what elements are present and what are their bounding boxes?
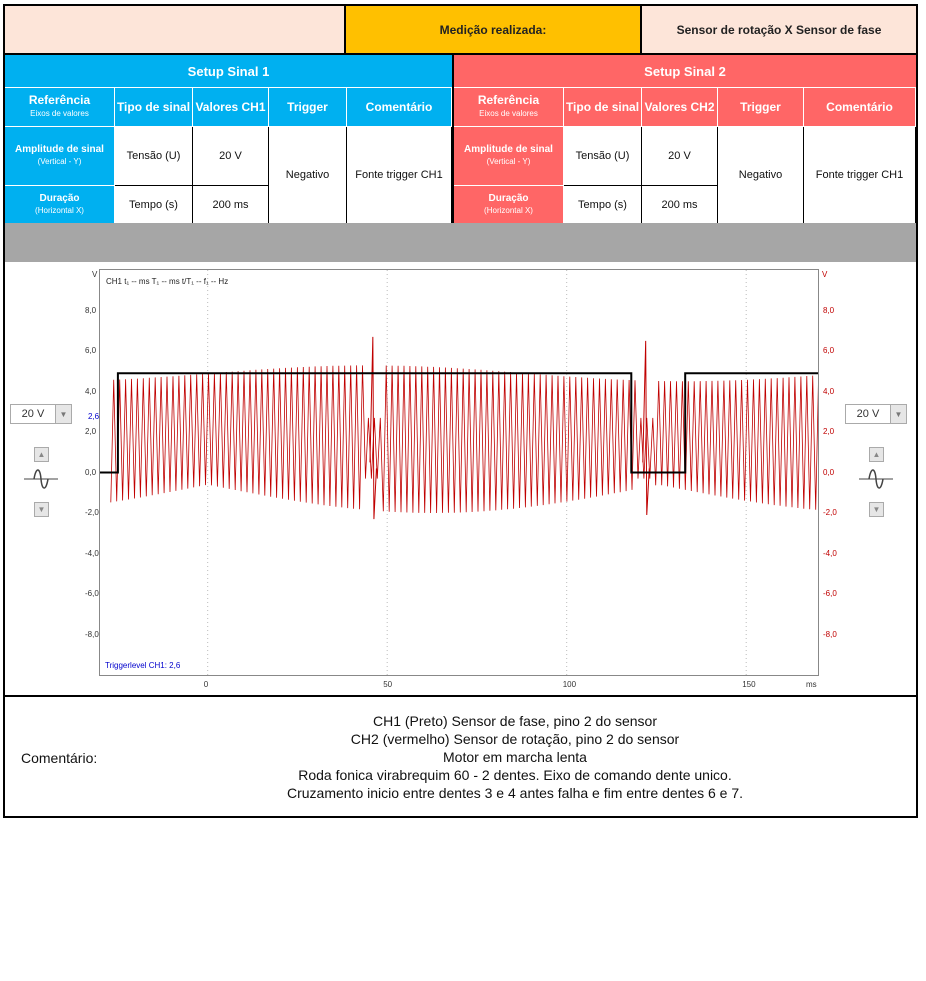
- comment-line: Motor em marcha lenta: [443, 749, 587, 765]
- medicao-label: Medição realizada:: [346, 6, 640, 53]
- x-tick-label: 150: [742, 680, 756, 689]
- trigger-level-tick: 2,6: [88, 412, 100, 421]
- left-axis-unit: V: [92, 270, 98, 279]
- y-tick-label: 2,0: [85, 427, 97, 436]
- y-tick-label: -8,0: [823, 629, 837, 639]
- duracao-valor: 200 ms: [642, 186, 718, 224]
- col-comentario: Comentário: [347, 88, 452, 127]
- arrow-down-icon: ▼: [872, 505, 881, 514]
- row-duracao-title: Duração: [488, 192, 529, 204]
- y-tick-label: -2,0: [85, 508, 99, 517]
- col-referencia-label: Referência: [28, 93, 91, 107]
- setup-2-title: Setup Sinal 2: [454, 55, 916, 87]
- row-duracao-sub: (Horizontal X): [35, 205, 84, 215]
- arrow-up-icon: ▲: [872, 450, 881, 459]
- trigger-level-label: Triggerlevel CH1: 2,6: [105, 661, 181, 670]
- ch1-scroll-up-button[interactable]: [34, 447, 49, 462]
- row-amplitude-sub: (Vertical - Y): [37, 157, 82, 166]
- col-comentario: Comentário: [804, 88, 916, 127]
- row-amplitude-title: Amplitude de sinal: [464, 144, 553, 155]
- y-tick-label: -2,0: [823, 508, 837, 517]
- col-trigger: Trigger: [269, 88, 347, 127]
- amplitude-valor: 20 V: [642, 127, 718, 186]
- comment-section: [5, 697, 916, 816]
- x-axis-unit: ms: [806, 680, 817, 689]
- y-tick-label: 0,0: [823, 467, 835, 477]
- trigger-value: Negativo: [718, 127, 804, 224]
- y-tick-label: -4,0: [85, 548, 99, 558]
- row-duracao-title: Duração: [39, 192, 80, 204]
- sensor-label: Sensor de rotação X Sensor de fase: [640, 6, 916, 53]
- section-band: [5, 223, 916, 262]
- col-valores: Valores CH2: [642, 88, 718, 127]
- ch2-scroll-down-button[interactable]: [869, 502, 884, 517]
- duracao-tipo: Tempo (s): [115, 186, 193, 224]
- row-duracao-sub: (Horizontal X): [484, 205, 533, 215]
- oscilloscope-panel: [5, 262, 916, 695]
- col-referencia: [5, 88, 115, 127]
- scope-waveform-svg: [100, 270, 818, 675]
- duracao-tipo: Tempo (s): [564, 186, 642, 224]
- setup-signal-1: [5, 55, 452, 224]
- col-referencia-sub: Eixos de valores: [479, 109, 538, 118]
- report-frame: [3, 4, 918, 818]
- y-tick-label: 6,0: [823, 346, 835, 355]
- y-tick-label: -4,0: [823, 548, 837, 558]
- y-tick-label: 4,0: [823, 386, 835, 396]
- ch2-gap-spike: [370, 337, 376, 519]
- setup-signal-2: [454, 55, 916, 224]
- y-tick-label: -6,0: [823, 589, 837, 598]
- y-tick-label: 4,0: [85, 386, 97, 396]
- ch2-range-value: 20 V: [856, 408, 880, 420]
- col-valores: Valores CH1: [193, 88, 269, 127]
- duracao-valor: 200 ms: [193, 186, 269, 224]
- row-amplitude-title: Amplitude de sinal: [15, 144, 104, 155]
- measurement-header: [5, 6, 916, 53]
- ch1-range-value: 20 V: [21, 408, 45, 420]
- arrow-up-icon: ▲: [37, 450, 46, 459]
- x-tick-label: 100: [562, 680, 577, 689]
- y-tick-label: 8,0: [823, 305, 835, 315]
- col-referencia-label: Referência: [477, 93, 540, 107]
- arrow-down-icon: ▼: [37, 505, 46, 514]
- comment-line: CH2 (vermelho) Sensor de rotação, pino 2 do sensor: [350, 731, 680, 747]
- y-tick-label: 8,0: [85, 305, 97, 315]
- comment-line: Cruzamento inicio entre dentes 3 e 4 antes falha e fim entre dentes 6 e 7.: [286, 785, 744, 801]
- amplitude-tipo: Tensão (U): [115, 127, 193, 186]
- comment-line: CH1 (Preto) Sensor de fase, pino 2 do sensor: [372, 713, 658, 729]
- chevron-down-icon[interactable]: ▼: [55, 405, 71, 423]
- x-tick-label: 50: [383, 680, 393, 689]
- col-tipo: Tipo de sinal: [564, 88, 642, 127]
- comment-line: Roda fonica virabrequim 60 - 2 dentes. Eixo de comando dente unico.: [298, 767, 732, 783]
- col-trigger: Trigger: [718, 88, 804, 127]
- comentario-value: Fonte trigger CH1: [804, 127, 916, 224]
- ch1-scroll-down-button[interactable]: [34, 502, 49, 517]
- ch2-range-select[interactable]: [845, 404, 907, 424]
- comment-text: [225, 712, 805, 802]
- y-tick-label: -6,0: [85, 589, 99, 598]
- scope-plot-area[interactable]: [99, 269, 819, 676]
- col-referencia-sub: Eixos de valores: [30, 109, 89, 118]
- measurement-readout: CH1 t₁ -- ms T₁ -- ms t/T₁ -- f₁ -- Hz: [106, 277, 229, 286]
- y-tick-label: -8,0: [85, 629, 99, 639]
- chevron-down-icon[interactable]: ▼: [890, 405, 906, 423]
- ch1-sine-wave-icon[interactable]: [24, 465, 58, 493]
- row-amplitude-label: [5, 127, 115, 186]
- row-duracao-label: [454, 186, 564, 224]
- y-tick-label: 2,0: [823, 427, 835, 436]
- setup-1-title: Setup Sinal 1: [5, 55, 452, 87]
- right-axis-unit: V: [822, 270, 828, 279]
- row-duracao-label: [5, 186, 115, 224]
- ch1-range-select[interactable]: [10, 404, 72, 424]
- comentario-value: Fonte trigger CH1: [347, 127, 452, 224]
- ch2-gap-spike: [643, 341, 649, 515]
- comment-label: Comentário:: [21, 750, 98, 766]
- col-tipo: Tipo de sinal: [115, 88, 193, 127]
- ch2-sine-wave-icon[interactable]: [859, 465, 893, 493]
- row-amplitude-sub: (Vertical - Y): [486, 157, 531, 166]
- x-tick-label: 0: [203, 680, 209, 689]
- y-tick-label: 6,0: [85, 346, 97, 355]
- header-blank-cell: [5, 6, 346, 53]
- ch2-scroll-up-button[interactable]: [869, 447, 884, 462]
- ch2-trace: [111, 365, 818, 513]
- trigger-value: Negativo: [269, 127, 347, 224]
- amplitude-tipo: Tensão (U): [564, 127, 642, 186]
- amplitude-valor: 20 V: [193, 127, 269, 186]
- col-referencia: [454, 88, 564, 127]
- y-tick-label: 0,0: [85, 467, 97, 477]
- row-amplitude-label: [454, 127, 564, 186]
